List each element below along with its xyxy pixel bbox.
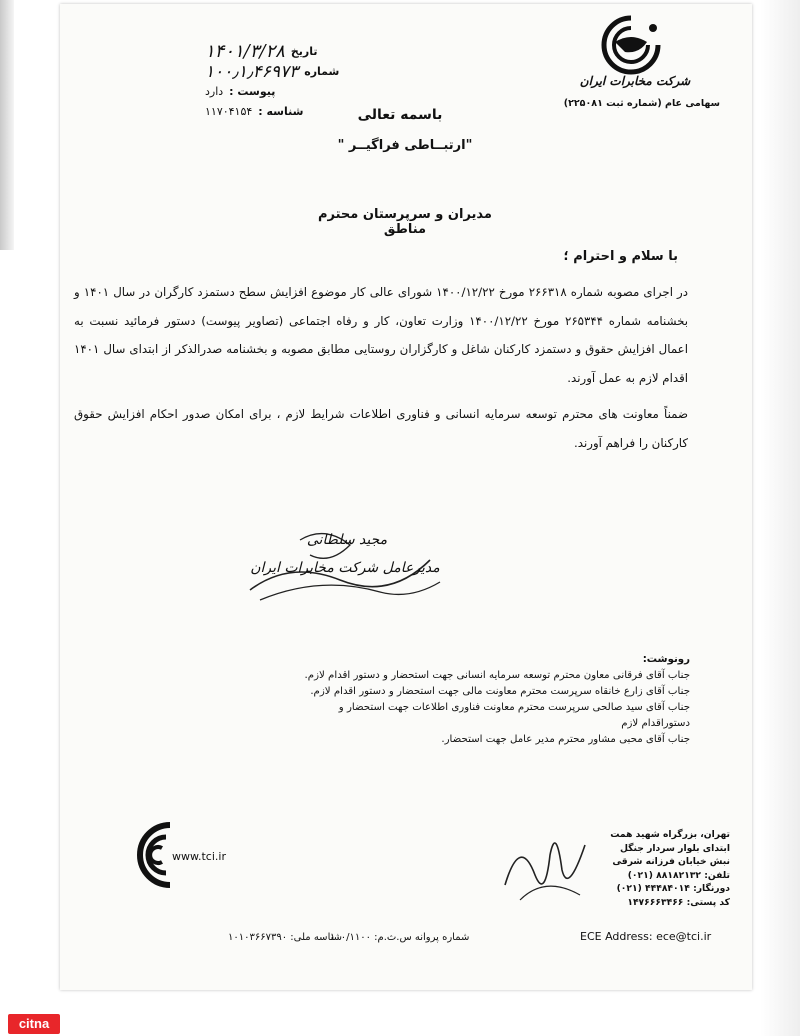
attachment-value: دارد [205, 85, 224, 98]
phone-line: تلفن: ۸۸۱۸۲۱۳۲ (۰۲۱) [627, 869, 730, 881]
basmala: باسمه تعالی [357, 107, 443, 123]
address-line: نبش خیابان فرزانه شرقی [612, 856, 730, 867]
ece-address: ECE Address: ece@tci.ir [580, 930, 712, 943]
letter-body [74, 278, 688, 465]
body-paragraph-1: در اجرای مصوبه شماره ۲۶۶۳۱۸ مورخ ۱۴۰۰/۱۲/۲۲ شورای عالی کار موضوع افزایش سطح دستمزد کارگران در سال ۱۴۰۱ و بخشنامه شماره ۲۶۵۳۴۴ مورخ ۱۴۰۰/۱۲/۲۲ وزارت تعاون، کار و رفاه اجتماعی (تصاویر پیوست) دستور فرمائید نسبت به اعمال افزایش حقوق و دستمزد کارکنان شاغل و کارگزاران روستایی مطابق مصوبه و بخشنامه صدرالذکر از ابتدای سال ۱۴۰۱ اقدام لازم به عمل آورند. [74, 285, 688, 385]
address-line: تهران، بزرگراه شهید همت [610, 829, 730, 840]
cc-line: جناب آقای زارع خانقاه سرپرست محترم معاونت مالی جهت استحضار و دستور اقدام لازم. [310, 686, 690, 697]
cc-line: جناب آقای فرقانی معاون محترم توسعه سرمایه انسانی جهت استحضار و دستور اقدام لازم. [304, 670, 690, 681]
date-value: ۱۴۰۱/۳/۲۸ [205, 41, 285, 62]
website-link[interactable]: www.tci.ir [172, 850, 226, 863]
company-registration: سهامی عام (شماره ثبت ۲۲۵۰۸۱) [563, 98, 720, 109]
tci-logo-icon [595, 14, 667, 76]
date-label: تاریخ [290, 45, 318, 58]
date-row [205, 42, 385, 62]
scan-edge-right [760, 0, 800, 1036]
id-label: شناسه : [258, 105, 304, 118]
letter-motto: "ارتبــاطی فراگیــر " [337, 138, 473, 153]
attachment-row [205, 82, 385, 102]
footer-logo-icon [120, 815, 180, 895]
attachment-label: پیوست : [229, 85, 276, 98]
body-paragraph-2: ضمناً معاونت های محترم توسعه سرمایه انسانی و فناوری اطلاعات شرایط لازم ، برای امکان صدور احکام افزایش حقوق کارکنان را فراهم آورند. [74, 407, 688, 450]
signer-title: مدیرعامل شرکت مخابرات ایران [250, 560, 440, 576]
handwritten-signature [490, 815, 600, 915]
cc-list [300, 652, 690, 748]
fax-line: دورنگار: ۴۴۴۸۴۰۱۴ (۰۲۱) [616, 883, 730, 894]
cc-line: جناب آقای محبی مشاور محترم مدیر عامل جهت استحضار. [441, 734, 690, 745]
postal-code-line: کد پستی: ۱۴۷۶۶۶۳۴۶۶ [627, 896, 730, 908]
cc-title: رونوشت: [642, 654, 690, 665]
number-label: شماره [304, 65, 340, 78]
cc-line: جناب آقای سید صالحی سرپرست محترم معاونت فناوری اطلاعات جهت استحضار و دستوراقدام لازم [338, 702, 690, 729]
national-id: شناسه ملی: ۱۰۱۰۳۶۶۷۳۹۰ [228, 932, 343, 943]
company-name: شرکت مخابرات ایران [579, 74, 691, 88]
address-line: ابتدای بلوار سردار جنگل [619, 842, 730, 854]
citna-watermark: citna [8, 1014, 60, 1034]
signer-name: مجید سلطانی [306, 532, 388, 548]
salutation: با سلام و احترام ؛ [563, 249, 678, 264]
footer-address [590, 828, 730, 909]
number-value: ۱۰۰٫۱٫۴۶۹۷۳ [205, 62, 299, 82]
id-value: ۱۱۷۰۴۱۵۴ [205, 105, 253, 118]
addressee: مدیران و سرپرستان محترم مناطق [318, 207, 492, 237]
number-row [205, 62, 385, 82]
license-number: شماره پروانه س.ث.م: ۱۰۰/۱۱۰۰ [330, 932, 470, 943]
scan-edge-left [0, 0, 14, 250]
